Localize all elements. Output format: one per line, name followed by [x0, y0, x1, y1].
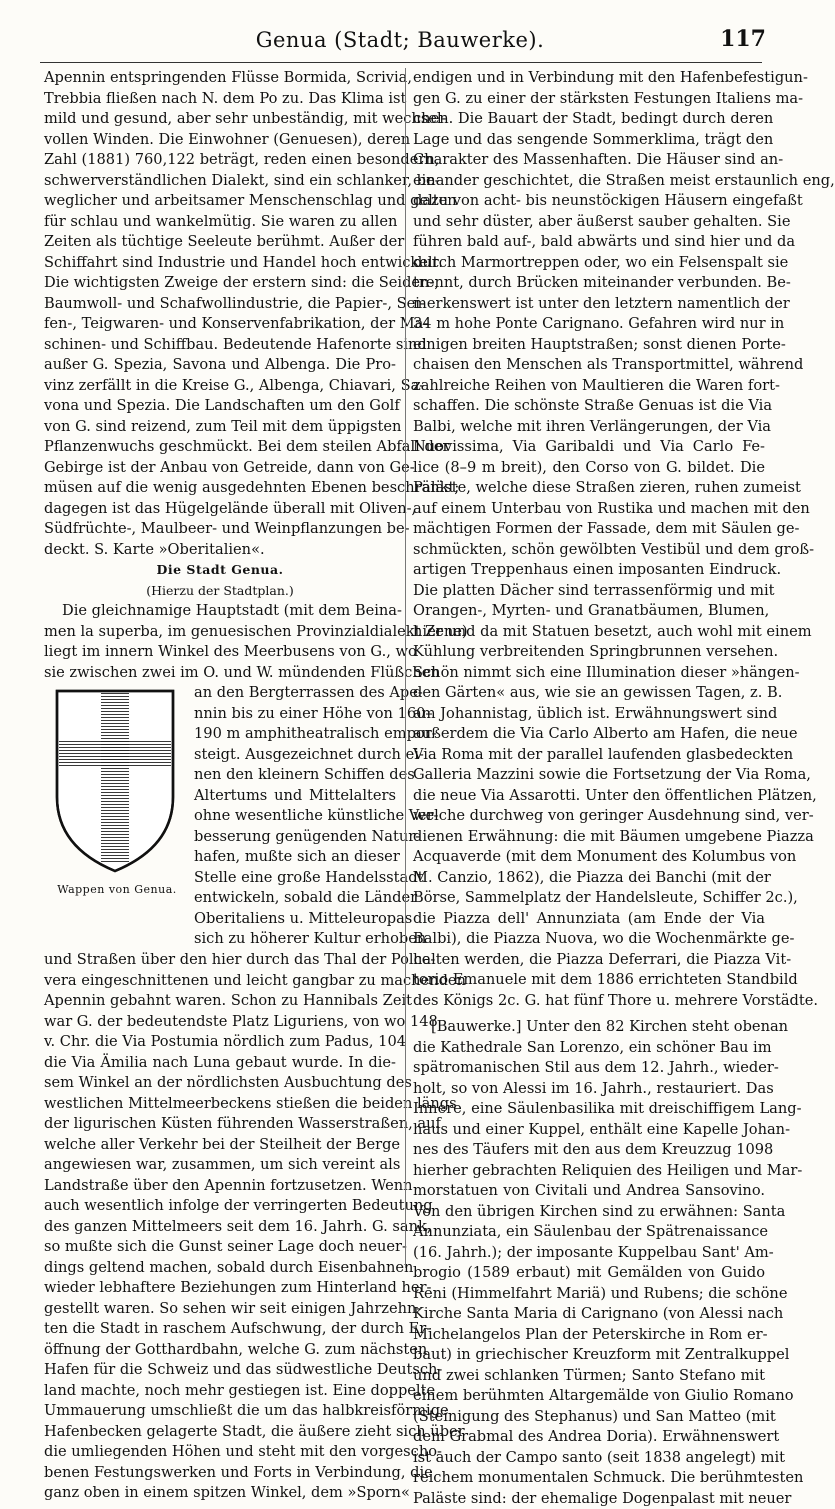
- text-line: Die wichtigsten Zweige der erstern sind: die Seiden-,: [44, 273, 396, 294]
- text-line: so mußte sich die Gunst seiner Lage doch neuer-: [44, 1237, 396, 1258]
- text-line: einigen breiten Hauptstraßen; sonst dienen Porte-: [413, 335, 765, 356]
- text-line: liegt im innern Winkel des Meerbusens von G., wo: [44, 642, 396, 663]
- text-line: wieder lebhaftere Beziehungen zum Hinterland her-: [44, 1278, 396, 1299]
- text-line: am Johannistag, üblich ist. Erwähnungswert sind: [413, 704, 765, 725]
- text-line: die Piazza dell' Annunziata (am Ende der Via: [413, 909, 765, 930]
- text-line: men la superba, im genuesischen Provinzialdialekt Zene): [44, 622, 396, 643]
- page-header: [0, 0, 800, 60]
- text-line: des Königs 2c. G. hat fünf Thore u. mehrere Vorstädte.: [413, 991, 765, 1012]
- text-line: war G. der bedeutendste Platz Liguriens, von wo 148: [44, 1012, 396, 1033]
- text-line: Die gleichnamige Hauptstadt (mit dem Beina-: [44, 601, 396, 622]
- text-line: ist auch der Campo santo (seit 1838 angelegt) mit: [413, 1448, 765, 1469]
- text-line: dienen Erwähnung: die mit Bäumen umgebene Piazza: [413, 827, 765, 848]
- text-line: gen G. zu einer der stärksten Festungen Italiens ma-: [413, 89, 765, 110]
- text-line: Schiffahrt sind Industrie und Handel hoch entwickelt.: [44, 253, 396, 274]
- text-line: und sehr düster, aber äußerst sauber gehalten. Sie: [413, 212, 765, 233]
- text-line: Baumwoll- und Schafwollindustrie, die Papier-, Sei-: [44, 294, 396, 315]
- text-line: Gebirge ist der Anbau von Getreide, dann von Ge-: [44, 458, 396, 479]
- text-line: [Bauwerke.] Unter den 82 Kirchen steht obenan: [413, 1017, 765, 1038]
- text-line: vera eingeschnittenen und leicht gangbar zu machenden: [44, 971, 396, 992]
- text-line: (16. Jahrh.); der imposante Kuppelbau Sant' Am-: [413, 1243, 765, 1264]
- text-line: die neue Via Assarotti. Unter den öffentlichen Plätzen,: [413, 786, 765, 807]
- coat-caption: Wappen von Genua.: [46, 883, 188, 896]
- text-line: nes des Täufers mit den aus dem Kreuzzug 1098: [413, 1140, 765, 1161]
- text-line: (Steinigung des Stephanus) und San Matteo (mit: [413, 1407, 765, 1428]
- text-line: merkenswert ist unter den letztern namentlich der: [413, 294, 765, 315]
- text-line: Annunziata, ein Säulenbau der Spätrenaissance: [413, 1222, 765, 1243]
- text-line: den Gärten« aus, wie sie an gewissen Tagen, z. B.: [413, 683, 765, 704]
- text-line: zahlreiche Reihen von Maultieren die Waren fort-: [413, 376, 765, 397]
- text-line: nnin bis zu einer Höhe von 160–: [194, 704, 396, 725]
- text-line: Galleria Mazzini sowie die Fortsetzung der Via Roma,: [413, 765, 765, 786]
- text-line: dagegen ist das Hügelgelände überall mit Oliven-,: [44, 499, 396, 520]
- coat-block: [44, 683, 396, 908]
- text-line: der ligurischen Küsten führenden Wasserstraßen, auf: [44, 1114, 396, 1135]
- text-line: Von den übrigen Kirchen sind zu erwähnen: Santa: [413, 1202, 765, 1223]
- text-line: vinz zerfällt in die Kreise G., Albenga, Chiavari, Sa-: [44, 376, 396, 397]
- text-line: weglicher und arbeitsamer Menschenschlag und gelten: [44, 191, 396, 212]
- text-line: halten werden, die Piazza Deferrari, die Piazza Vit-: [413, 950, 765, 971]
- text-line: westlichen Mittelmeerbeckens stießen die beiden längs: [44, 1094, 396, 1115]
- text-line: reichem monumentalen Schmuck. Die berühmtesten: [413, 1468, 765, 1489]
- text-line: haus und einer Kuppel, enthält eine Kapelle Johan-: [413, 1120, 765, 1141]
- text-line: dazu von acht- bis neunstöckigen Häusern eingefaßt: [413, 191, 765, 212]
- city-paragraph-intro: [44, 601, 396, 683]
- text-line: 190 m amphitheatralisch empor-: [194, 724, 396, 745]
- text-line: fen-, Teigwaren- und Konservenfabrikation, der Ma-: [44, 314, 396, 335]
- text-line: außerdem die Via Carlo Alberto am Hafen, die neue: [413, 724, 765, 745]
- text-line: an den Bergterrassen des Ape-: [194, 683, 396, 704]
- text-line: steigt. Ausgezeichnet durch ei-: [194, 745, 396, 766]
- city-paragraph-architecture: [413, 68, 765, 1011]
- text-line: Apennin gebahnt waren. Schon zu Hannibals Zeit: [44, 991, 396, 1012]
- text-line: Paläste, welche diese Straßen zieren, ruhen zumeist: [413, 478, 765, 499]
- text-line: Acquaverde (mit dem Monument des Kolumbus von: [413, 847, 765, 868]
- text-line: Apennin entspringenden Flüsse Bormida, Scrivia,: [44, 68, 396, 89]
- text-line: hafen, mußte sich an dieser: [194, 847, 396, 868]
- text-line: Reni (Himmelfahrt Mariä) und Rubens; die schöne: [413, 1284, 765, 1305]
- text-line: müsen auf die wenig ausgedehnten Ebenen beschränkt;: [44, 478, 396, 499]
- text-line: dem Grabmal des Andrea Doria). Erwähnenswert: [413, 1427, 765, 1448]
- text-line: ganz oben in einem spitzen Winkel, dem »Sporn«: [44, 1483, 396, 1504]
- text-line: dings geltend machen, sobald durch Eisenbahnen: [44, 1258, 396, 1279]
- text-line: sich zu höherer Kultur erhoben: [194, 929, 396, 950]
- left-column: [44, 68, 396, 1504]
- text-line: Südfrüchte-, Maulbeer- und Weinpflanzungen be-: [44, 519, 396, 540]
- text-line: vona und Spezia. Die Landschaften um den Golf: [44, 396, 396, 417]
- text-line: sie zwischen zwei im O. und W. mündenden Flüßchen: [44, 663, 396, 684]
- text-line: außer G. Spezia, Savona und Albenga. Die Pro-: [44, 355, 396, 376]
- text-line: artigen Treppenhaus einen imposanten Eindruck.: [413, 560, 765, 581]
- page-number: 117: [720, 26, 766, 52]
- text-line: chen. Die Bauart der Stadt, bedingt durch deren: [413, 109, 765, 130]
- text-line: Balbi), die Piazza Nuova, wo die Wochenmärkte ge-: [413, 929, 765, 950]
- city-paragraph-beside-figure: [194, 683, 396, 950]
- text-line: gestellt waren. So sehen wir seit einigen Jahrzehn-: [44, 1299, 396, 1320]
- text-line: deckt. S. Karte »Oberitalien«.: [44, 540, 396, 561]
- text-line: morstatuen von Civitali und Andrea Sansovino.: [413, 1181, 765, 1202]
- text-line: schmückten, schön gewölbten Vestibül und dem groß-: [413, 540, 765, 561]
- text-line: Landstraße über den Apennin fortzusetzen. Wenn: [44, 1176, 396, 1197]
- column-divider: [405, 68, 406, 1268]
- text-line: von G. sind reizend, zum Teil mit dem üppigsten: [44, 417, 396, 438]
- text-line: schaffen. Die schönste Straße Genuas ist die Via: [413, 396, 765, 417]
- text-line: vollen Winden. Die Einwohner (Genuesen), deren: [44, 130, 396, 151]
- text-line: Die platten Dächer sind terrassenförmig und mit: [413, 581, 765, 602]
- section-heading: Die Stadt Genua.: [44, 560, 396, 581]
- text-line: führen bald auf-, bald abwärts und sind hier und da: [413, 232, 765, 253]
- text-line: die Via Ämilia nach Luna gebaut wurde. In die-: [44, 1053, 396, 1074]
- text-line: Hafen für die Schweiz und das südwestliche Deutsch-: [44, 1360, 396, 1381]
- text-line: Stelle eine große Handelsstadt: [194, 868, 396, 889]
- text-line: angewiesen war, zusammen, um sich vereint als: [44, 1155, 396, 1176]
- text-line: Schön nimmt sich eine Illumination dieser »hängen-: [413, 663, 765, 684]
- text-line: Nuovissima, Via Garibaldi und Via Carlo Fe-: [413, 437, 765, 458]
- text-line: holt, so von Alessi im 16. Jahrh., restauriert. Das: [413, 1079, 765, 1100]
- text-line: Hafenbecken gelagerte Stadt, die äußere zieht sich über: [44, 1422, 396, 1443]
- text-line: Ummauerung umschließt die um das halbkreisförmige: [44, 1401, 396, 1422]
- text-line: die Kathedrale San Lorenzo, ein schöner Bau im: [413, 1038, 765, 1059]
- text-line: Via Roma mit der parallel laufenden glasbedeckten: [413, 745, 765, 766]
- text-line: Trebbia fließen nach N. dem Po zu. Das Klima ist: [44, 89, 396, 110]
- text-line: brogio (1589 erbaut) mit Gemälden von Guido: [413, 1263, 765, 1284]
- text-line: auf einem Unterbau von Rustika und machen mit den: [413, 499, 765, 520]
- left-top-paragraph: [44, 68, 396, 560]
- text-line: chaisen den Menschen als Transportmittel, während: [413, 355, 765, 376]
- text-line: Michelangelos Plan der Peterskirche in Rom er-: [413, 1325, 765, 1346]
- text-line: schwerverständlichen Dialekt, sind ein schlanker, be-: [44, 171, 396, 192]
- text-line: und zwei schlanken Türmen; Santo Stefano mit: [413, 1366, 765, 1387]
- text-line: torio Emanuele mit dem 1886 errichteten Standbild: [413, 970, 765, 991]
- text-line: Innere, eine Säulenbasilika mit dreischiffigem Lang-: [413, 1099, 765, 1120]
- text-line: besserung genügenden Natur-: [194, 827, 396, 848]
- text-line: Pflanzenwuchs geschmückt. Bei dem steilen Abfall der: [44, 437, 396, 458]
- text-line: benen Festungswerken und Forts in Verbindung, die: [44, 1463, 396, 1484]
- text-line: Oberitaliens u. Mitteleuropas: [194, 909, 396, 930]
- genoa-coat-of-arms-image: [53, 687, 177, 875]
- text-line: für schlau und wankelmütig. Sie waren zu allen: [44, 212, 396, 233]
- text-line: Lage und das sengende Sommerklima, trägt den: [413, 130, 765, 151]
- text-line: einander geschichtet, die Straßen meist erstaunlich eng,: [413, 171, 765, 192]
- text-line: lice (8–9 m breit), den Corso von G. bildet. Die: [413, 458, 765, 479]
- text-line: v. Chr. die Via Postumia nördlich zum Padus, 104: [44, 1032, 396, 1053]
- text-line: ohne wesentliche künstliche Ver-: [194, 806, 396, 827]
- text-line: Zeiten als tüchtige Seeleute berühmt. Außer der: [44, 232, 396, 253]
- text-line: trennt, durch Brücken miteinander verbunden. Be-: [413, 273, 765, 294]
- section-subheading: (Hierzu der Stadtplan.): [44, 581, 396, 602]
- text-line: welche aller Verkehr bei der Steilheit der Berge: [44, 1135, 396, 1156]
- running-title: Genua (Stadt; Bauwerke).: [0, 28, 800, 52]
- right-column: [413, 68, 765, 1509]
- text-line: Charakter des Massenhaften. Die Häuser sind an-: [413, 150, 765, 171]
- text-line: 34 m hohe Ponte Carignano. Gefahren wird nur in: [413, 314, 765, 335]
- text-line: Orangen-, Myrten- und Granatbäumen, Blumen,: [413, 601, 765, 622]
- text-line: endigen und in Verbindung mit den Hafenbefestigun-: [413, 68, 765, 89]
- text-line: nen den kleinern Schiffen des: [194, 765, 396, 786]
- city-paragraph-history: [44, 950, 396, 1504]
- text-line: schinen- und Schiffbau. Bedeutende Hafenorte sind: [44, 335, 396, 356]
- text-line: ten die Stadt in raschem Aufschwung, der durch Er-: [44, 1319, 396, 1340]
- text-line: hierher gebrachten Reliquien des Heiligen und Mar-: [413, 1161, 765, 1182]
- text-line: und Straßen über den hier durch das Thal der Polce-: [44, 950, 396, 971]
- text-line: mild und gesund, aber sehr unbeständig, mit wechsel-: [44, 109, 396, 130]
- text-line: hier und da mit Statuen besetzt, auch wohl mit einem: [413, 622, 765, 643]
- text-line: baut) in griechischer Kreuzform mit Zentralkuppel: [413, 1345, 765, 1366]
- text-line: öffnung der Gotthardbahn, welche G. zum nächsten: [44, 1340, 396, 1361]
- text-line: durch Marmortreppen oder, wo ein Felsenspalt sie: [413, 253, 765, 274]
- text-line: entwickeln, sobald die Länder: [194, 888, 396, 909]
- text-line: sem Winkel an der nördlichsten Ausbuchtung des: [44, 1073, 396, 1094]
- text-line: Paläste sind: der ehemalige Dogenpalast mit neuer: [413, 1489, 765, 1509]
- text-line: die umliegenden Höhen und steht mit den vorgescho-: [44, 1442, 396, 1463]
- text-line: des ganzen Mittelmeers seit dem 16. Jahrh. G. sank,: [44, 1217, 396, 1238]
- text-line: Börse, Sammelplatz der Handelsleute, Schiffer 2c.),: [413, 888, 765, 909]
- text-line: M. Canzio, 1862), die Piazza dei Banchi (mit der: [413, 868, 765, 889]
- text-line: land machte, noch mehr gestiegen ist. Eine doppelte: [44, 1381, 396, 1402]
- buildings-paragraph: [413, 1017, 765, 1509]
- text-line: einem berühmten Altargemälde von Giulio Romano: [413, 1386, 765, 1407]
- text-line: Zahl (1881) 760,122 beträgt, reden einen besondern,: [44, 150, 396, 171]
- coat-of-arms-figure: [44, 683, 186, 875]
- text-line: Balbi, welche mit ihren Verlängerungen, der Via: [413, 417, 765, 438]
- header-rule: [40, 62, 762, 63]
- text-line: welche durchweg von geringer Ausdehnung sind, ver-: [413, 806, 765, 827]
- text-line: Kühlung verbreitenden Springbrunnen versehen.: [413, 642, 765, 663]
- text-line: spätromanischen Stil aus dem 12. Jahrh., wieder-: [413, 1058, 765, 1079]
- text-line: auch wesentlich infolge der verringerten Bedeutung: [44, 1196, 396, 1217]
- text-line: Altertums und Mittelalters: [194, 786, 396, 807]
- text-line: Kirche Santa Maria di Carignano (von Alessi nach: [413, 1304, 765, 1325]
- text-line: mächtigen Formen der Fassade, dem mit Säulen ge-: [413, 519, 765, 540]
